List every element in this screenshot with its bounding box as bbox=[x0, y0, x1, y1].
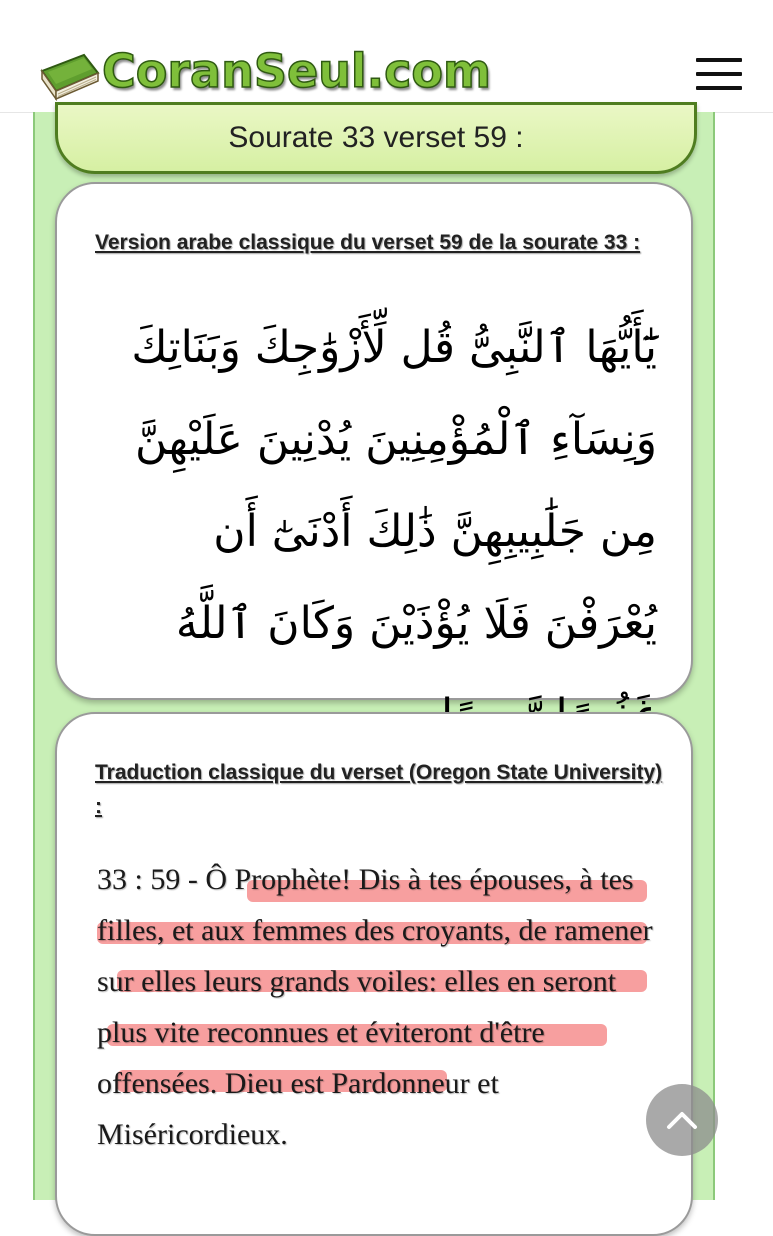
logo-text: CoranSeul.com bbox=[102, 44, 491, 98]
hamburger-menu-icon[interactable] bbox=[690, 56, 746, 94]
book-icon bbox=[38, 41, 100, 101]
arabic-verse-text: يَٰٓأَيُّهَا ٱلنَّبِىُّ قُل لِّأَزْوَٰجِكَ وَبَنَاتِكَ وَنِسَآءِ ٱلْمُؤْمِنِينَ يُدْنِينَ عَلَيْهِنَّ مِن جَلَٰبِيبِهِنَّ ذَٰلِكَ أَدْنَىٰٓ أَن يُعْرَفْنَ فَلَا يُؤْذَيْنَ وَكَانَ ٱللَّهُ bbox=[131, 322, 657, 649]
arabic-verse-card bbox=[55, 182, 693, 700]
main-content bbox=[33, 112, 715, 1200]
site-header bbox=[0, 0, 773, 113]
page-title: Sourate 33 verset 59 : bbox=[55, 102, 697, 174]
site-logo[interactable] bbox=[38, 40, 491, 102]
chevron-up-icon bbox=[665, 1109, 699, 1131]
scroll-to-top-button[interactable] bbox=[646, 1084, 718, 1156]
translation-text: 33 : 59 - Ô Prophète! Dis à tes épouses, à tes filles, et aux femmes des croyants, de ramener sur elles leurs grands voiles: elles en seront plus vite reconnues et éviteront d'être offensées. Dieu est Pardonneur et Miséricordieux. bbox=[97, 863, 653, 1151]
translation-section-heading: Traduction classique du verset (Oregon State University) : bbox=[95, 761, 663, 818]
translation-card bbox=[55, 712, 693, 1236]
arabic-section-heading: Version arabe classique du verset 59 de la sourate 33 : bbox=[95, 231, 641, 254]
